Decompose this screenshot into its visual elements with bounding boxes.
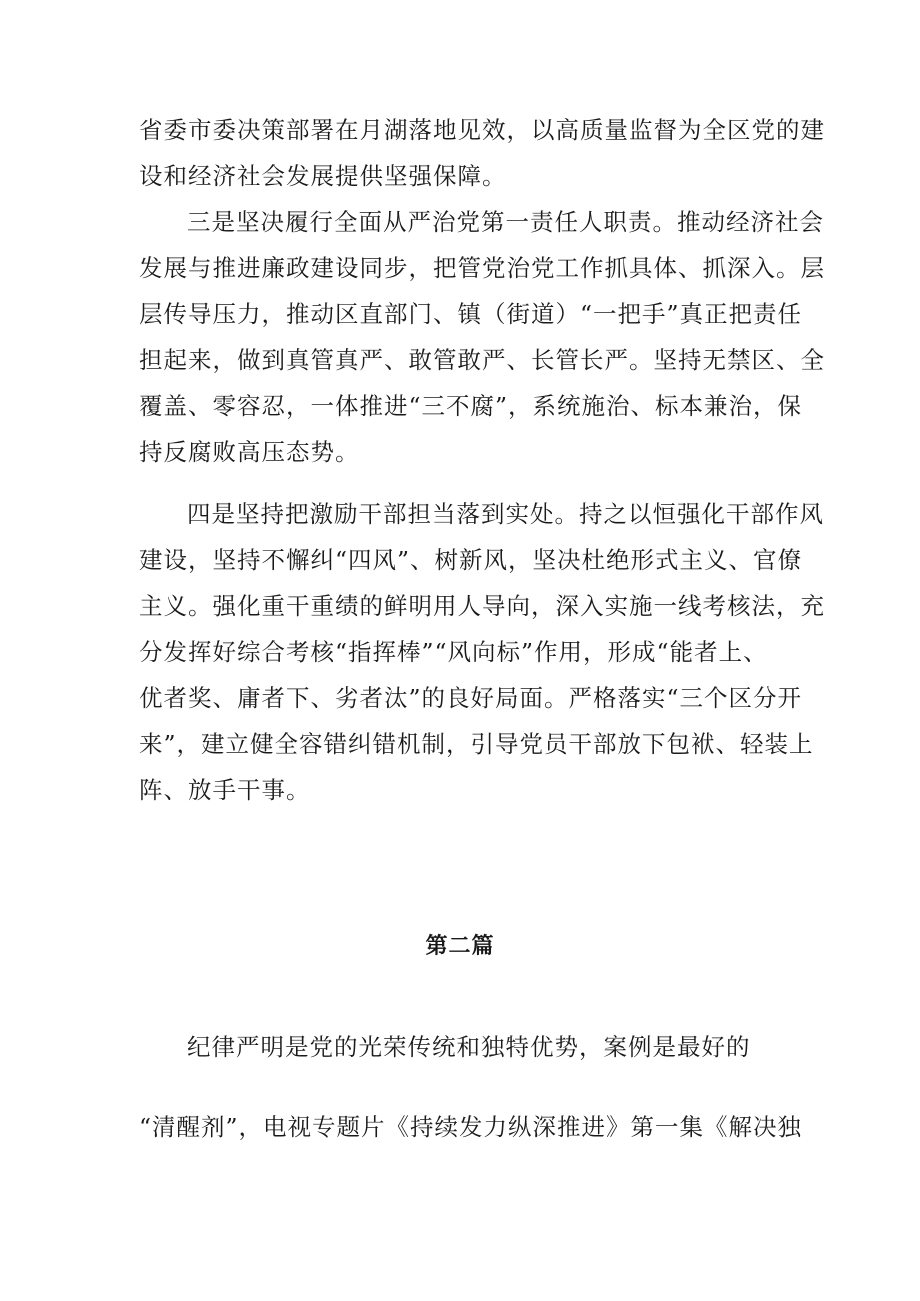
paragraph-line: 三是坚决履行全面从严治党第一责任人职责。推动经济社会 <box>187 208 824 236</box>
paragraph-line: 阵、放手干事。 <box>139 776 311 804</box>
paragraph-line: 持反腐败高压态势。 <box>139 438 360 466</box>
paragraph-line: 发展与推进廉政建设同步，把管党治党工作抓具体、抓深入。层 <box>139 254 825 282</box>
paragraph-line: 省委市委决策部署在月湖落地见效，以高质量监督为全区党的建 <box>139 116 825 144</box>
paragraph-line: 担起来，做到真管真严、敢管敢严、长管长严。坚持无禁区、全 <box>139 346 825 374</box>
paragraph-line: “清醒剂”，电视专题片《持续发力纵深推进》第一集《解决独 <box>139 1113 803 1141</box>
paragraph-line: 优者奖、庸者下、劣者汰”的良好局面。严格落实“三个区分开 <box>139 684 803 712</box>
paragraph-line: 覆盖、零容忍，一体推进“三不腐”，系统施治、标本兼治，保 <box>139 392 803 420</box>
paragraph-line: 来”，建立健全容错纠错机制，引导党员干部放下包袱、轻装上 <box>139 730 814 758</box>
paragraph-line: 纪律严明是党的光荣传统和独特优势，案例是最好的 <box>187 1033 751 1061</box>
paragraph-line: 四是坚持把激励干部担当落到实处。持之以恒强化干部作风 <box>187 500 824 528</box>
paragraph-line: 主义。强化重干重绩的鲜明用人导向，深入实施一线考核法，充 <box>139 592 825 620</box>
paragraph-line: 分发挥好综合考核“指挥棒”“风向标”作用，形成“能者上、 <box>139 638 768 666</box>
section-heading: 第二篇 <box>425 934 495 959</box>
paragraph-line: 设和经济社会发展提供坚强保障。 <box>139 162 507 190</box>
paragraph-line: 层传导压力，推动区直部门、镇（街道）“一把手”真正把责任 <box>139 300 803 328</box>
paragraph-line: 建设，坚持不懈纠“四风”、树新风，坚决杜绝形式主义、官僚 <box>139 546 803 574</box>
